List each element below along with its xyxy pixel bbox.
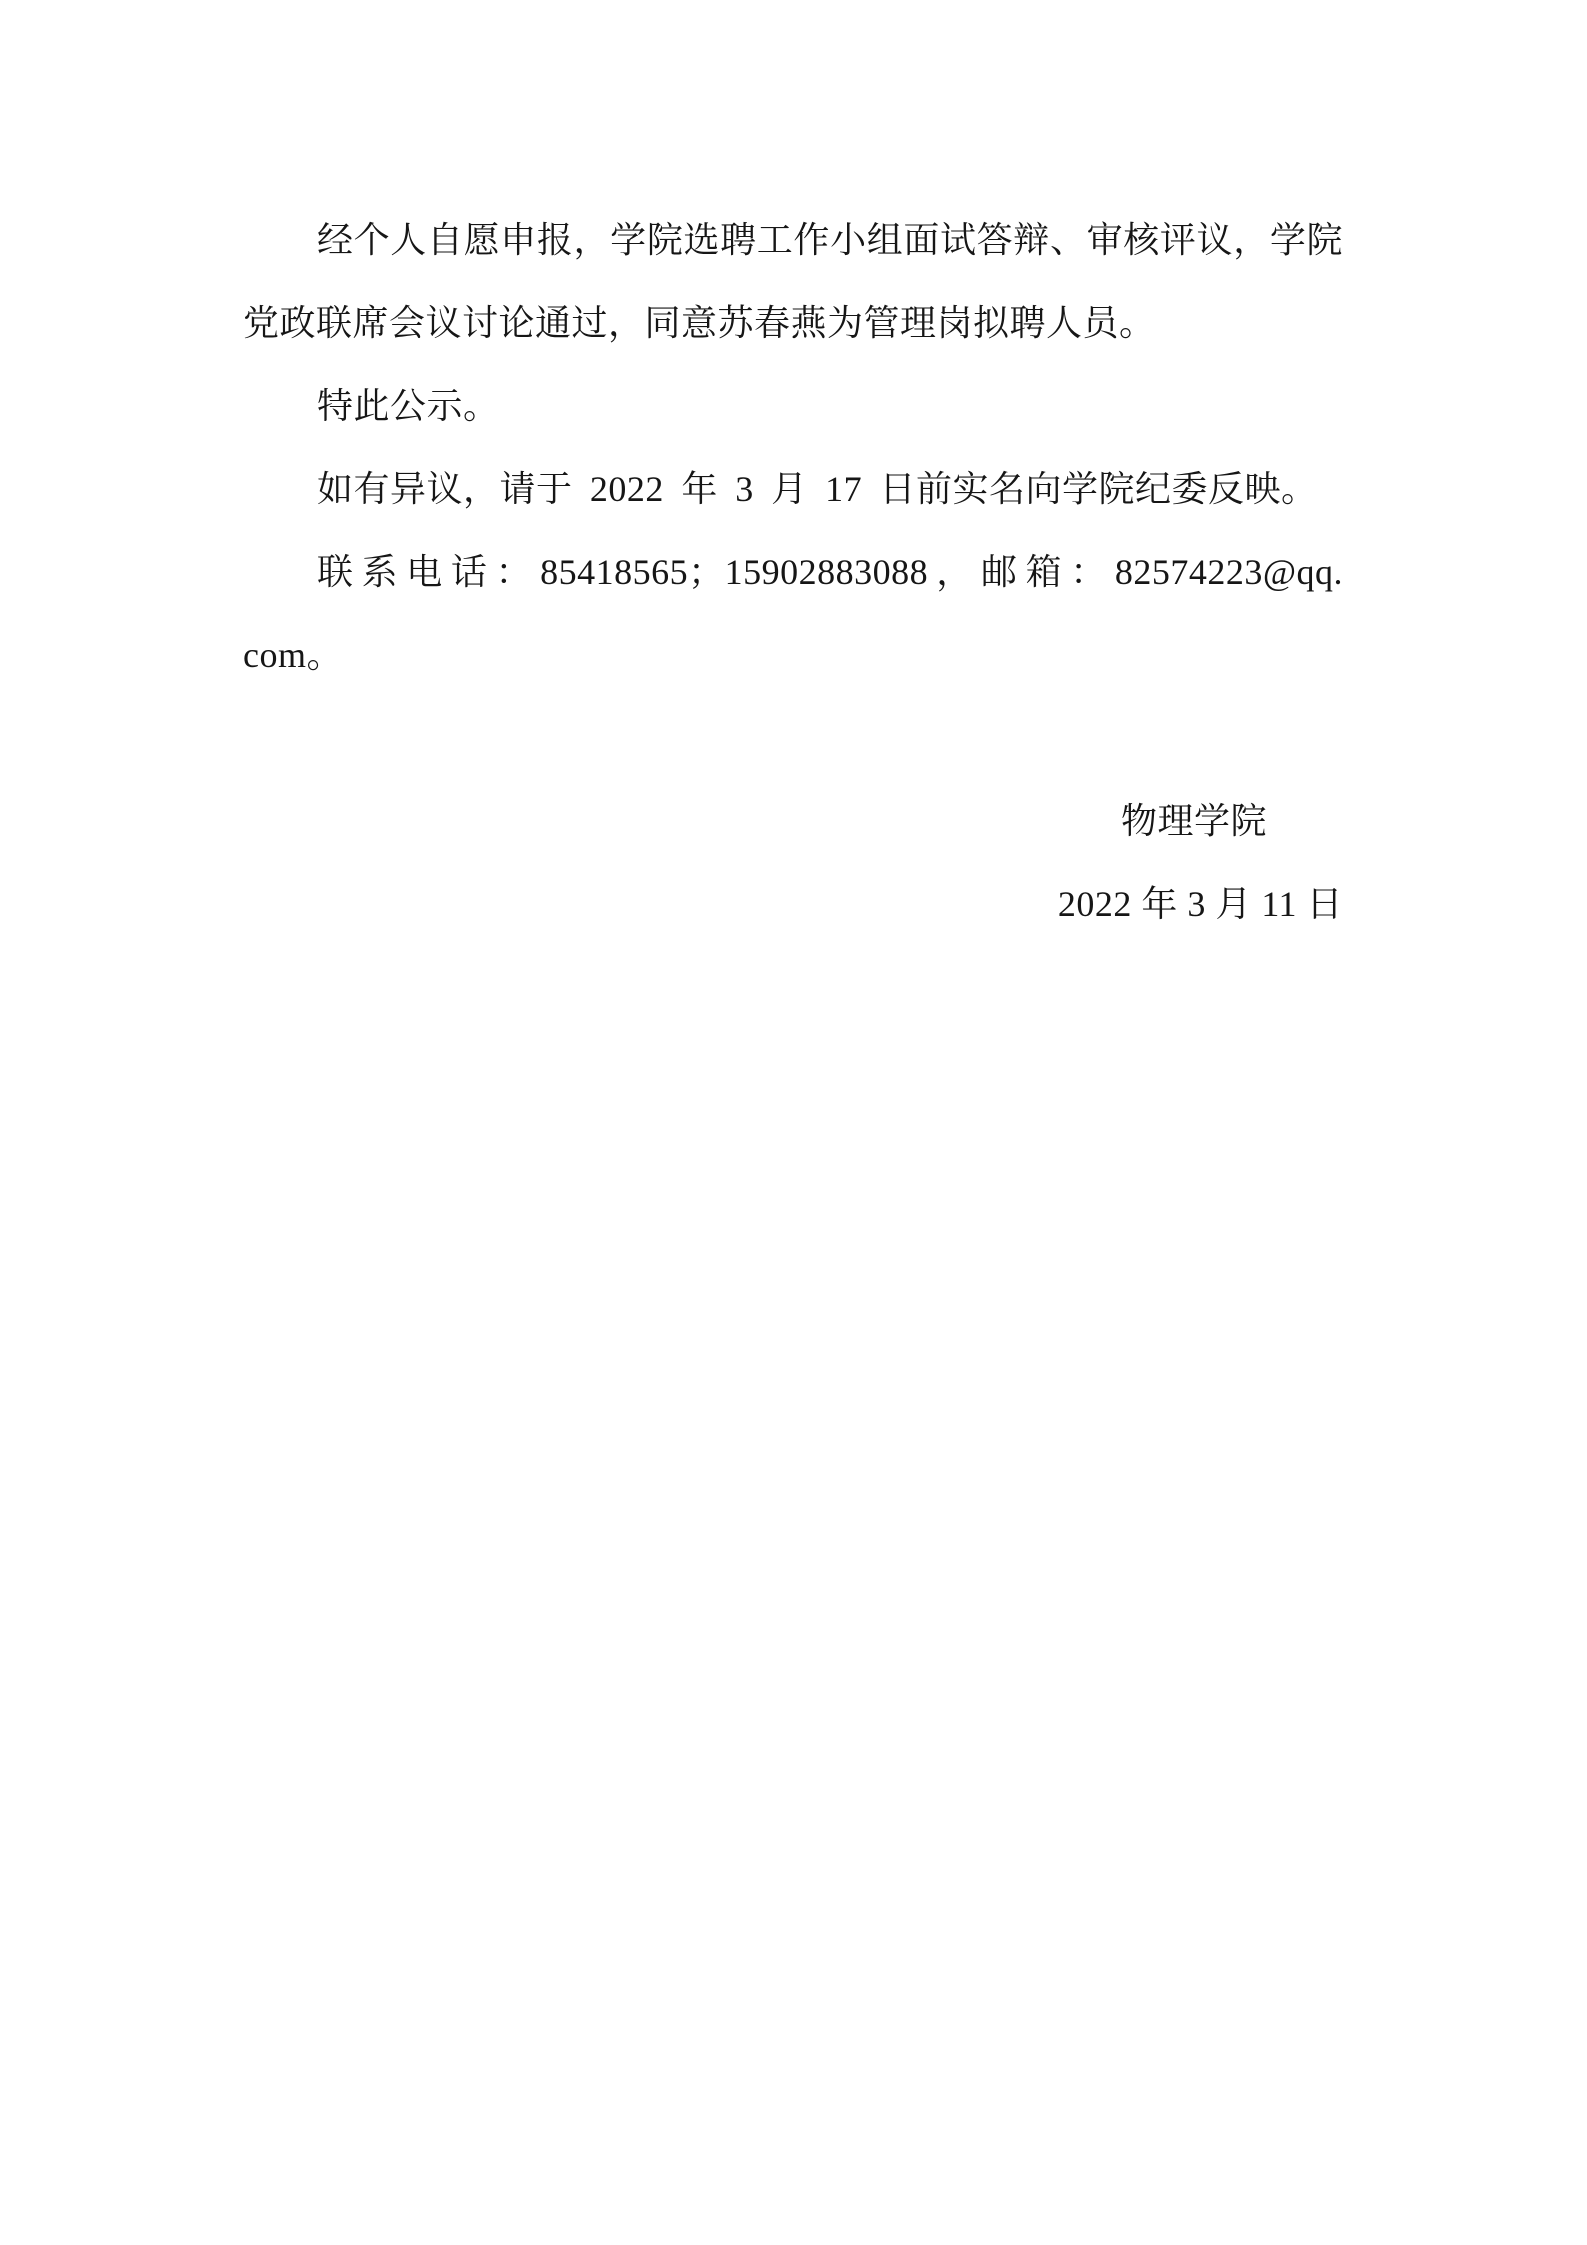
signature-organization: 物理学院: [1120, 801, 1267, 841]
notice-body: [243, 199, 1343, 946]
signature-block: [243, 780, 1343, 946]
paragraph-announcement: 特此公示。: [317, 386, 500, 426]
blank-line: [243, 697, 1343, 780]
paragraph-approval-decision: 经个人自愿申报，学院选聘工作小组面试答辩、审核评议，学院党政联席会议讨论通过，同意苏春燕为管理岗拟聘人员。: [243, 220, 1343, 343]
paragraph-objection-deadline: 如有异议，请于 2022 年 3 月 17 日前实名向学院纪委反映。: [317, 469, 1318, 509]
paragraph-contact-info: 联系电话：85418565；15902883088，邮箱：82574223@qq. com。: [243, 552, 1343, 675]
signature-date: 2022 年 3 月 11 日: [1057, 884, 1343, 924]
